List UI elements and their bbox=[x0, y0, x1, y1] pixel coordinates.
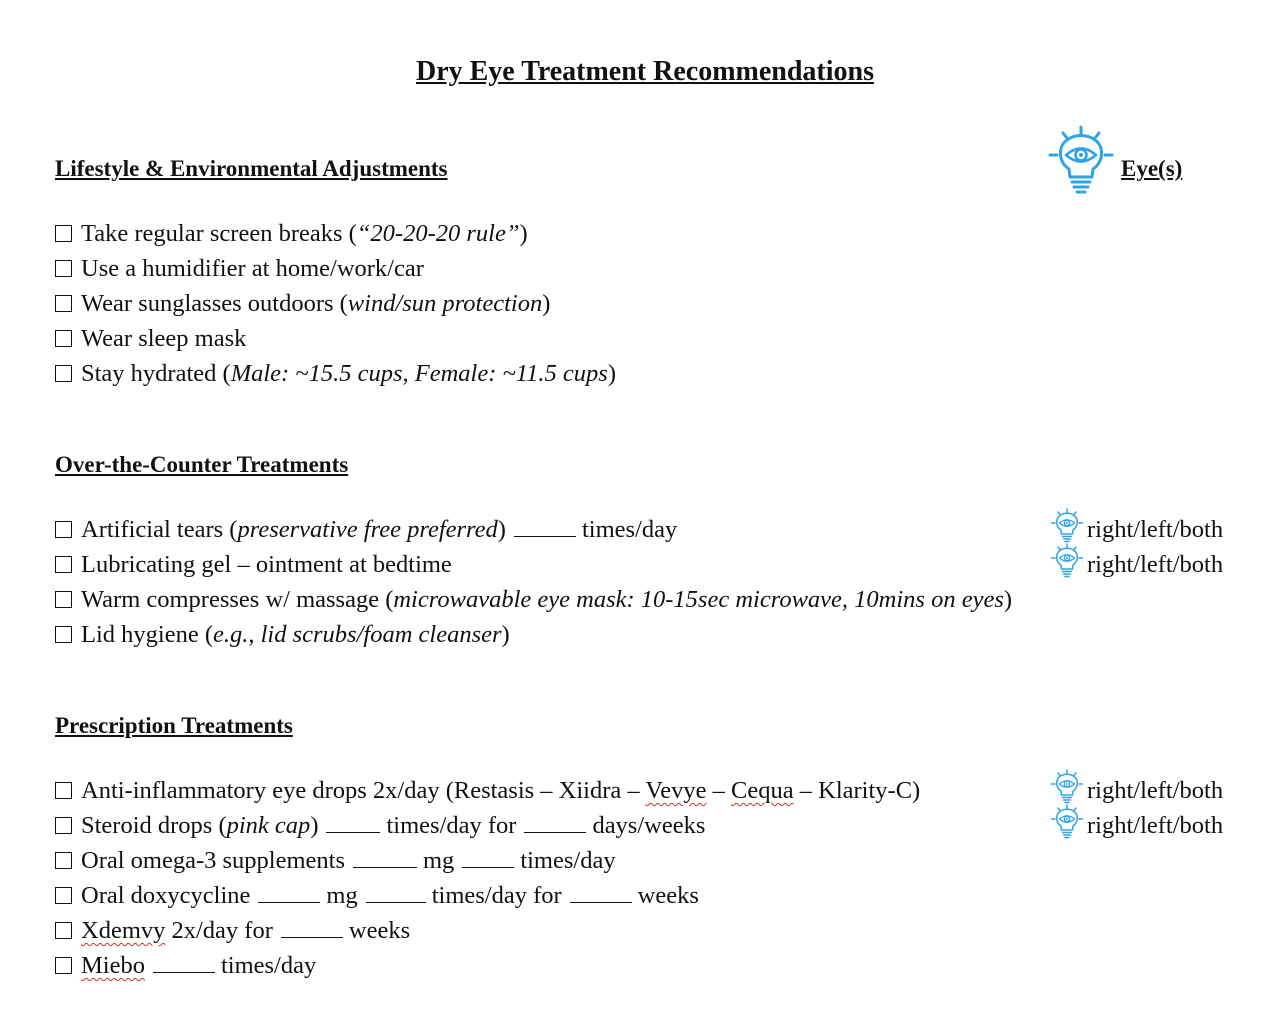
eye-bulb-icon bbox=[1050, 804, 1084, 840]
list-item: Use a humidifier at home/work/car bbox=[55, 251, 424, 286]
list-item: Oral doxycycline mg times/day for weeks bbox=[55, 878, 699, 913]
list-item: Take regular screen breaks (“20-20-20 rule”) bbox=[55, 216, 528, 251]
eye-bulb-icon bbox=[1050, 543, 1084, 579]
eye-choice[interactable]: right/left/both bbox=[1087, 516, 1224, 543]
fill-blank[interactable] bbox=[153, 971, 215, 973]
checkbox[interactable] bbox=[55, 957, 72, 974]
list-item: Stay hydrated (Male: ~15.5 cups, Female: ~11.5 cups) bbox=[55, 356, 616, 391]
section-heading-lifestyle: Lifestyle & Environmental Adjustments bbox=[55, 156, 448, 181]
fill-blank[interactable] bbox=[514, 535, 576, 537]
section-heading-rx: Prescription Treatments bbox=[55, 713, 293, 738]
fill-blank[interactable] bbox=[258, 901, 320, 903]
list-item: Wear sunglasses outdoors (wind/sun protection) bbox=[55, 286, 550, 321]
list-item: Warm compresses w/ massage (microwavable eye mask: 10-15sec microwave, 10mins on eyes) bbox=[55, 582, 1012, 617]
fill-blank[interactable] bbox=[524, 831, 586, 833]
page-title: Dry Eye Treatment Recommendations bbox=[415, 56, 875, 87]
list-item: Xdemvy 2x/day for weeks bbox=[55, 913, 410, 948]
checkbox[interactable] bbox=[55, 295, 72, 312]
checkbox[interactable] bbox=[55, 330, 72, 347]
list-item: Lubricating gel – ointment at bedtime bbox=[55, 547, 452, 582]
list-item: Steroid drops (pink cap) times/day for days/weeks bbox=[55, 808, 705, 843]
eye-column-header: Eye(s) bbox=[1121, 156, 1183, 181]
section-heading-otc: Over-the-Counter Treatments bbox=[55, 452, 349, 477]
checkbox[interactable] bbox=[55, 225, 72, 242]
fill-blank[interactable] bbox=[366, 901, 426, 903]
checkbox[interactable] bbox=[55, 817, 72, 834]
checkbox[interactable] bbox=[55, 556, 72, 573]
eye-choice[interactable]: right/left/both bbox=[1087, 777, 1224, 804]
list-item: Miebo times/day bbox=[55, 948, 316, 983]
checkbox[interactable] bbox=[55, 626, 72, 643]
checkbox[interactable] bbox=[55, 365, 72, 382]
list-item: Artificial tears (preservative free preferred) times/day bbox=[55, 512, 677, 547]
checkbox[interactable] bbox=[55, 260, 72, 277]
checkbox[interactable] bbox=[55, 852, 72, 869]
checkbox[interactable] bbox=[55, 521, 72, 538]
checkbox[interactable] bbox=[55, 922, 72, 939]
eye-bulb-icon bbox=[1050, 769, 1084, 805]
fill-blank[interactable] bbox=[570, 901, 632, 903]
eye-bulb-icon bbox=[1050, 508, 1084, 544]
fill-blank[interactable] bbox=[353, 866, 417, 868]
eye-bulb-icon bbox=[1047, 125, 1115, 197]
eye-choice[interactable]: right/left/both bbox=[1087, 812, 1224, 839]
list-item: Wear sleep mask bbox=[55, 321, 246, 356]
fill-blank[interactable] bbox=[462, 866, 514, 868]
fill-blank[interactable] bbox=[281, 936, 343, 938]
list-item: Oral omega-3 supplements mg times/day bbox=[55, 843, 616, 878]
eye-choice[interactable]: right/left/both bbox=[1087, 551, 1224, 578]
list-item: Anti-inflammatory eye drops 2x/day (Restasis – Xiidra – Vevye – Cequa – Klarity-C) bbox=[55, 773, 920, 808]
fill-blank[interactable] bbox=[326, 831, 380, 833]
checkbox[interactable] bbox=[55, 887, 72, 904]
list-item: Lid hygiene (e.g., lid scrubs/foam cleanser) bbox=[55, 617, 510, 652]
checkbox[interactable] bbox=[55, 782, 72, 799]
checkbox[interactable] bbox=[55, 591, 72, 608]
